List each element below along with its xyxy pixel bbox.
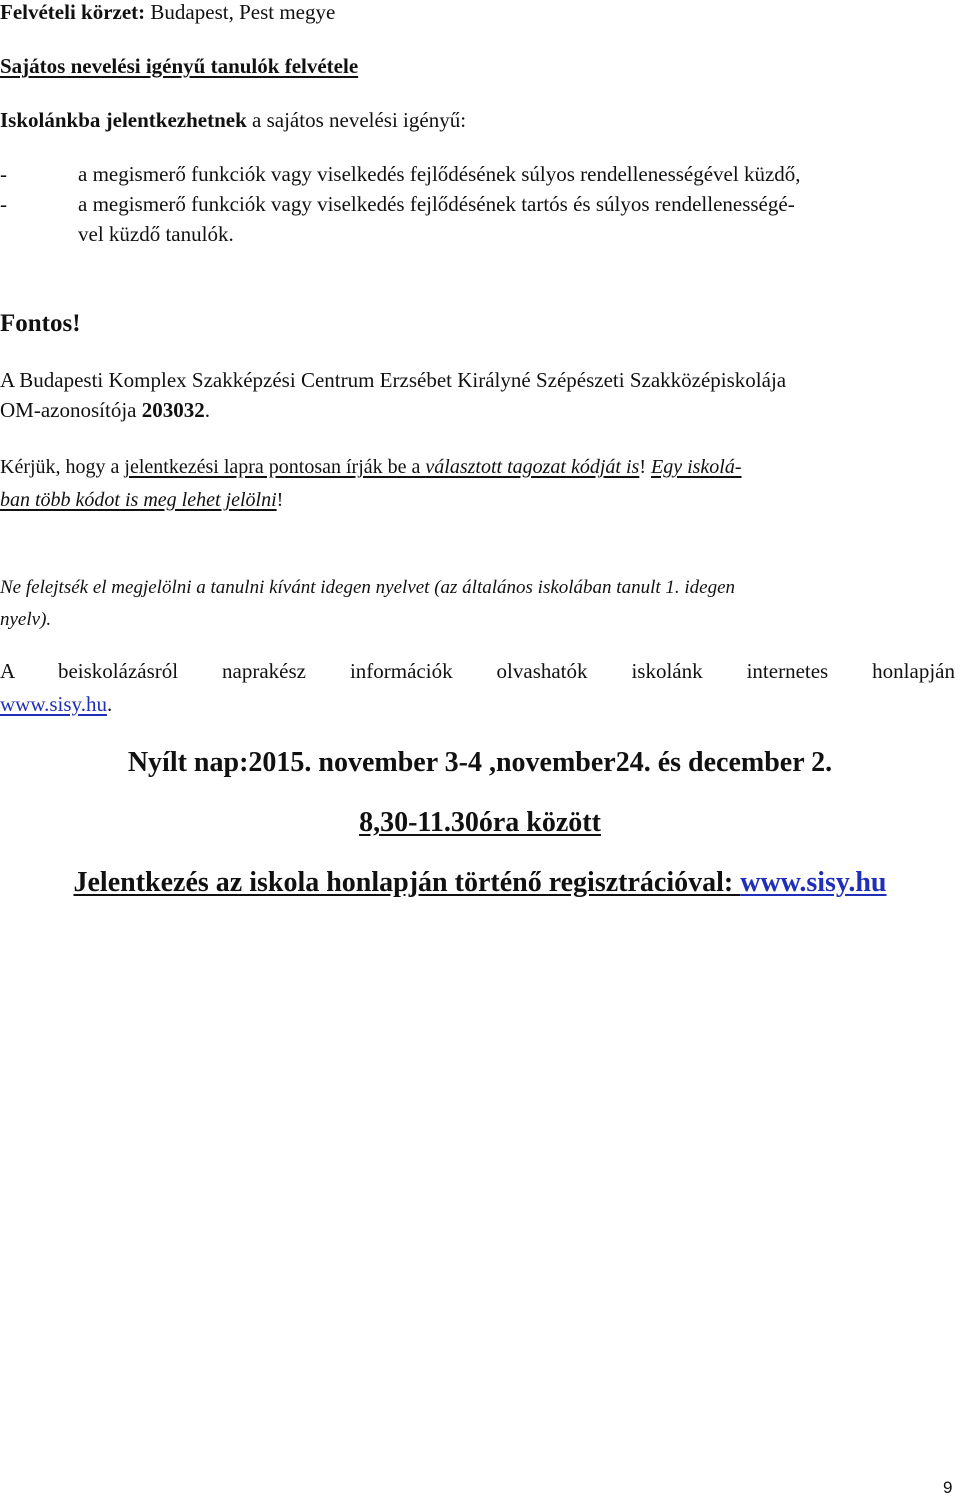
request-part3: választott tagozat kódját is (425, 456, 640, 478)
bullet-item-2 (0, 194, 795, 215)
open-day-time-text: 8,30-11.30óra között (359, 807, 601, 838)
info-line-2 (0, 694, 112, 715)
bullet-text: a megismerő funkciók vagy viselkedés fejlődésének súlyos rendellenességével küzdő, (78, 162, 801, 186)
open-day-dates: Nyílt nap:2015. november 3-4 ,november24. és december 2. (127, 747, 833, 778)
request-line2-end: ! (276, 489, 284, 511)
registration-link[interactable]: www.sisy.hu (740, 867, 887, 898)
page-number: 9 (943, 1478, 953, 1497)
important-heading: Fontos! (0, 310, 81, 337)
bullet-item-1 (0, 164, 801, 185)
enrollment-area-line (0, 2, 335, 23)
school-name-line: A Budapesti Komplex Szakképzési Centrum Erzsébet Királyné Szépészeti Szakközépiskolája (0, 368, 787, 392)
bullet-dash: - (0, 192, 7, 216)
registration-line (0, 867, 960, 899)
bullet-continuation: vel küzdő tanulók. (78, 222, 234, 246)
request-line-2 (0, 490, 283, 510)
language-note-line-2: nyelv). (0, 609, 52, 630)
open-day-time (0, 807, 960, 839)
sen-intro-bold: Iskolánkba jelentkezhetnek (0, 108, 247, 132)
request-part4: ! (639, 456, 651, 478)
enrollment-area-label: Felvételi körzet: (0, 0, 146, 24)
sen-section-title: Sajátos nevelési igényű tanulók felvétele (0, 54, 359, 78)
request-part5: Egy iskolá- (651, 456, 742, 478)
om-id-line (0, 400, 210, 421)
enrollment-area-value: Budapest, Pest megye (145, 0, 336, 24)
language-note-line-1: Ne felejtsék el megjelölni a tanulni kívánt idegen nyelvet (az általános iskolában tanult 1. idegen (0, 577, 736, 598)
bullet-text: a megismerő funkciók vagy viselkedés fejlődésének tartós és súlyos rendellenességé- (78, 192, 795, 216)
sen-intro-rest: a sajátos nevelési igényű: (246, 108, 467, 132)
sen-intro (0, 110, 466, 131)
om-id-end: . (204, 398, 210, 422)
request-part2: jelentkezési lapra pontosan írják be a (124, 456, 426, 478)
om-id-label: OM-azonosítója (0, 398, 142, 422)
bullet-dash: - (0, 162, 7, 186)
request-part1: Kérjük, hogy a (0, 456, 125, 478)
info-line2-end: . (106, 692, 113, 716)
om-id-number: 203032 (141, 398, 205, 422)
request-line2-text: ban több kódot is meg lehet jelölni (0, 489, 277, 511)
registration-text: Jelentkezés az iskola honlapján történő regisztrációval: (73, 867, 741, 898)
info-line-1: A beiskolázásról naprakész információk olvashatók iskolánk internetes honlapján (0, 659, 955, 683)
request-line-1 (0, 457, 742, 477)
website-link[interactable]: www.sisy.hu (0, 692, 107, 716)
